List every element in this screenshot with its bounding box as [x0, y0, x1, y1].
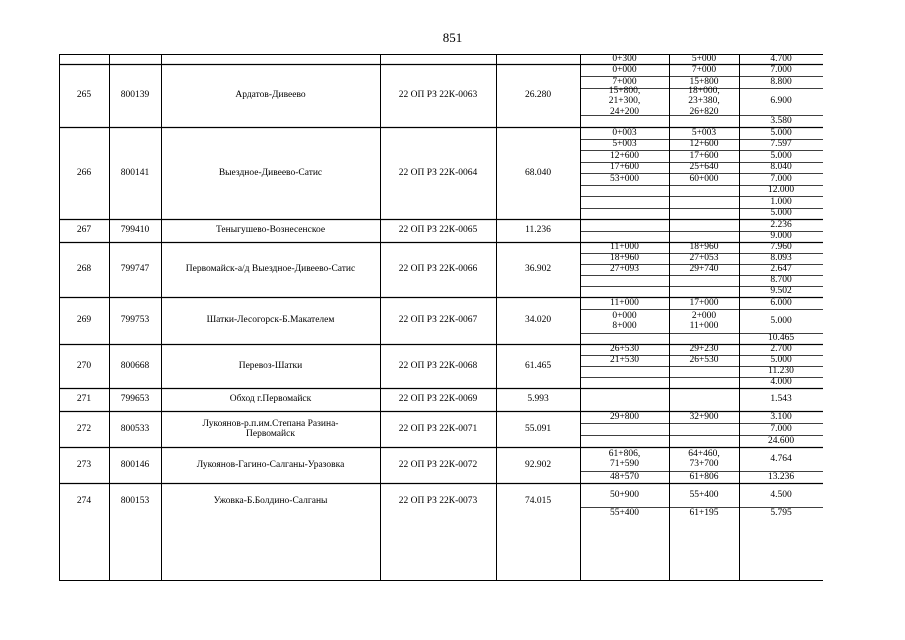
cell-row-number: 268 — [76, 264, 92, 275]
cell-segment-end: 55+400 — [689, 489, 719, 500]
cell-segment-length: 4.700 — [770, 53, 792, 64]
cell-segment-end: 17+000 — [689, 297, 719, 308]
cell-segment-end: 18+000, 23+380, 26+820 — [688, 85, 720, 117]
cell-segment-end — [669, 196, 739, 208]
cell-segment-start: 5+003 — [612, 139, 637, 149]
cell-segment-start — [580, 366, 669, 377]
cell-segment-start: 26+530 — [609, 344, 640, 355]
cell-segment-length: 8.040 — [770, 162, 792, 172]
cell-road-code: 800533 — [120, 423, 150, 434]
cell-segment-start — [580, 275, 669, 286]
cell-road-name: Первомайск-а/д Выездное-Дивеево-Сатис — [185, 264, 356, 275]
cell-segment-end — [669, 275, 739, 286]
cell-row-number: 273 — [76, 459, 92, 470]
cell-segment-length: 24.600 — [767, 435, 795, 446]
cell-segment-length: 7.597 — [770, 139, 792, 149]
cell-segment-end: 27+053 — [689, 253, 719, 264]
cell-segment-end: 5+000 — [691, 53, 717, 64]
cell-registry-number: 22 ОП РЗ 22К-0064 — [398, 167, 478, 178]
page-number: 851 — [442, 30, 463, 45]
cell-segment-length: 5.000 — [770, 355, 792, 366]
cell-segment-length: 3.100 — [770, 411, 792, 422]
cell-segment-start — [580, 196, 669, 208]
cell-road-name: Выездное-Дивеево-Сатис — [218, 167, 323, 178]
cell-segment-start: 17+600 — [609, 162, 640, 172]
cell-segment-length: 6.900 — [770, 96, 792, 107]
cell-row-number: 271 — [76, 394, 92, 405]
cell-segment-length: 7.000 — [770, 173, 792, 184]
cell-segment-end — [669, 185, 739, 197]
cell-segment-end: 7+000 — [691, 64, 717, 75]
cell-length: 55.091 — [524, 423, 552, 434]
cell-segment-start: 61+806, 71+590 — [608, 448, 641, 469]
cell-road-code: 800668 — [120, 360, 150, 371]
cell-row-number: 270 — [76, 360, 92, 371]
cell-segment-length: 5.000 — [770, 208, 792, 218]
cell-segment-start: 53+000 — [609, 173, 640, 184]
cell-segment-start — [580, 435, 669, 447]
cell-segment-end: 26+530 — [689, 355, 719, 366]
cell-road-code: 799753 — [120, 315, 150, 326]
cell-segment-end — [669, 388, 739, 411]
cell-segment-start: 0+003 — [612, 127, 637, 138]
cell-segment-end: 2+000 11+000 — [689, 310, 719, 331]
cell-segment-length: 5.000 — [770, 127, 792, 138]
cell-segment-end — [669, 377, 739, 388]
cell-segment-length: 8.700 — [770, 275, 792, 286]
cell-road-code: 799653 — [120, 394, 150, 405]
cell-segment-length: 9.502 — [770, 286, 792, 297]
cell-length: 36.902 — [524, 264, 552, 275]
cell-road-code: 800139 — [120, 90, 150, 101]
cell-segment-start: 21+530 — [609, 355, 640, 366]
cell-road-name: Лукоянов-р.п.им.Степана Разина- Первомайск — [202, 418, 339, 439]
cell-segment-start: 0+300 — [612, 53, 637, 64]
cell-segment-end: 64+460, 73+700 — [688, 448, 720, 469]
cell-segment-end: 61+195 — [689, 507, 719, 518]
cell-road-code: 800153 — [120, 495, 150, 506]
cell-segment-length: 4.000 — [770, 377, 792, 388]
cell-segment-length: 8.093 — [770, 253, 792, 264]
cell-segment-length: 13.236 — [767, 471, 795, 482]
cell-registry-number: 22 ОП РЗ 22К-0065 — [398, 225, 478, 236]
cell-row-number — [59, 54, 109, 64]
cell-registry-number — [380, 54, 496, 64]
cell-road-name: Лукоянов-Гагино-Салганы-Уразовка — [196, 459, 345, 470]
cell-segment-length: 2.700 — [770, 344, 792, 355]
cell-road-name: Шатки-Лесогорск-Б.Макателем — [206, 315, 335, 326]
cell-length: 74.015 — [524, 495, 552, 506]
cell-segment-end: 61+806 — [689, 471, 719, 482]
cell-segment-end: 29+740 — [689, 264, 719, 275]
cell-segment-length: 7.000 — [770, 64, 792, 75]
cell-road-code — [109, 54, 161, 64]
cell-segment-end — [669, 219, 739, 231]
cell-registry-number: 22 ОП РЗ 22К-0072 — [398, 459, 478, 470]
cell-segment-end — [669, 231, 739, 243]
cell-segment-end: 32+900 — [689, 411, 719, 422]
cell-segment-length: 1.543 — [770, 394, 792, 405]
cell-registry-number: 22 ОП РЗ 22К-0071 — [398, 423, 478, 434]
cell-registry-number: 22 ОП РЗ 22К-0067 — [398, 315, 478, 326]
cell-segment-length: 2.236 — [770, 219, 792, 230]
cell-segment-end: 18+960 — [689, 242, 719, 253]
cell-length: 68.040 — [524, 167, 552, 178]
cell-segment-start: 48+570 — [609, 471, 640, 482]
cell-segment-length: 5.000 — [770, 150, 792, 161]
cell-registry-number: 22 ОП РЗ 22К-0063 — [398, 90, 478, 101]
cell-road-code: 799747 — [120, 264, 150, 275]
cell-length: 92.902 — [524, 459, 552, 470]
cell-segment-end: 12+600 — [689, 139, 719, 149]
cell-segment-end: 25+640 — [689, 162, 719, 172]
cell-segment-end — [669, 423, 739, 435]
cell-segment-end — [669, 333, 739, 344]
cell-segment-length: 5.000 — [770, 315, 792, 326]
cell-row-number: 272 — [76, 423, 92, 434]
cell-segment-start — [580, 423, 669, 435]
cell-road-code: 800141 — [120, 167, 150, 178]
cell-segment-length: 3.580 — [770, 115, 792, 126]
cell-segment-length: 10.465 — [767, 333, 795, 344]
cell-road-name: Перевоз-Шатки — [238, 360, 303, 371]
cell-road-name: Обход г.Первомайск — [229, 394, 312, 405]
cell-row-number: 265 — [76, 90, 92, 101]
cell-segment-start: 0+000 — [612, 64, 637, 75]
cell-segment-length: 4.500 — [770, 489, 792, 500]
cell-registry-number: 22 ОП РЗ 22К-0068 — [398, 360, 478, 371]
cell-segment-start: 15+800, 21+300, 24+200 — [608, 85, 641, 117]
cell-segment-length: 7.000 — [770, 423, 792, 434]
cell-length: 26.280 — [524, 90, 552, 101]
cell-segment-start — [580, 286, 669, 297]
cell-segment-length: 6.000 — [770, 297, 792, 308]
cell-segment-start: 12+600 — [609, 150, 640, 161]
cell-segment-start — [580, 219, 669, 231]
cell-segment-length: 2.647 — [770, 264, 792, 275]
cell-segment-start: 50+900 — [609, 489, 640, 500]
cell-registry-number: 22 ОП РЗ 22К-0069 — [398, 394, 478, 405]
cell-row-number: 269 — [76, 315, 92, 326]
cell-segment-end — [669, 366, 739, 377]
cell-length — [496, 54, 580, 64]
cell-segment-length: 7.960 — [770, 242, 792, 253]
cell-segment-start: 55+400 — [609, 507, 640, 518]
cell-length: 5.993 — [527, 394, 549, 405]
cell-length: 11.236 — [525, 225, 551, 236]
cell-segment-start: 29+800 — [609, 411, 640, 422]
cell-length: 34.020 — [524, 315, 552, 326]
cell-segment-end — [669, 208, 739, 220]
cell-registry-number: 22 ОП РЗ 22К-0073 — [398, 495, 478, 506]
cell-row-number: 266 — [76, 167, 92, 178]
cell-segment-start: 7+000 — [612, 76, 637, 87]
cell-road-code: 800146 — [120, 459, 150, 470]
cell-segment-end: 17+600 — [689, 150, 719, 161]
cell-segment-start: 18+960 — [609, 253, 640, 264]
cell-length: 61.465 — [524, 360, 552, 371]
cell-segment-end — [669, 435, 739, 447]
cell-road-name — [161, 54, 380, 64]
cell-row-number: 267 — [76, 225, 92, 236]
cell-segment-length: 5.795 — [770, 507, 792, 518]
cell-segment-length: 4.764 — [770, 453, 792, 464]
cell-row-number: 274 — [76, 495, 92, 506]
cell-segment-length: 11.230 — [768, 366, 794, 377]
cell-road-name: Ужовка-Б.Болдино-Салганы — [213, 495, 328, 506]
cell-registry-number: 22 ОП РЗ 22К-0066 — [398, 264, 478, 275]
cell-segment-start — [580, 115, 669, 127]
cell-segment-start — [580, 388, 669, 411]
cell-segment-length: 9.000 — [770, 231, 792, 241]
cell-segment-start: 11+000 — [610, 297, 639, 308]
cell-segment-length: 12.000 — [767, 185, 795, 195]
cell-segment-start — [580, 208, 669, 220]
cell-road-name: Ардатов-Дивеево — [235, 90, 306, 101]
cell-segment-start — [580, 333, 669, 344]
roads-table — [59, 54, 823, 581]
cell-segment-start — [580, 377, 669, 388]
cell-segment-end: 60+000 — [689, 173, 719, 184]
cell-segment-start — [580, 231, 669, 243]
cell-segment-start: 27+093 — [609, 264, 640, 275]
cell-road-name: Теныгушево-Вознесенское — [215, 225, 326, 236]
cell-segment-end — [669, 286, 739, 297]
cell-segment-start — [580, 185, 669, 197]
cell-segment-start: 0+000 8+000 — [612, 310, 637, 331]
cell-segment-start: 11+000 — [610, 242, 639, 253]
cell-segment-end — [669, 115, 739, 127]
cell-road-code: 799410 — [120, 225, 150, 236]
cell-segment-length: 8.800 — [770, 76, 792, 87]
cell-segment-end: 29+230 — [689, 344, 719, 355]
cell-segment-end: 15+800 — [689, 76, 719, 87]
cell-segment-end: 5+003 — [691, 127, 717, 138]
cell-segment-length: 1.000 — [770, 196, 792, 207]
